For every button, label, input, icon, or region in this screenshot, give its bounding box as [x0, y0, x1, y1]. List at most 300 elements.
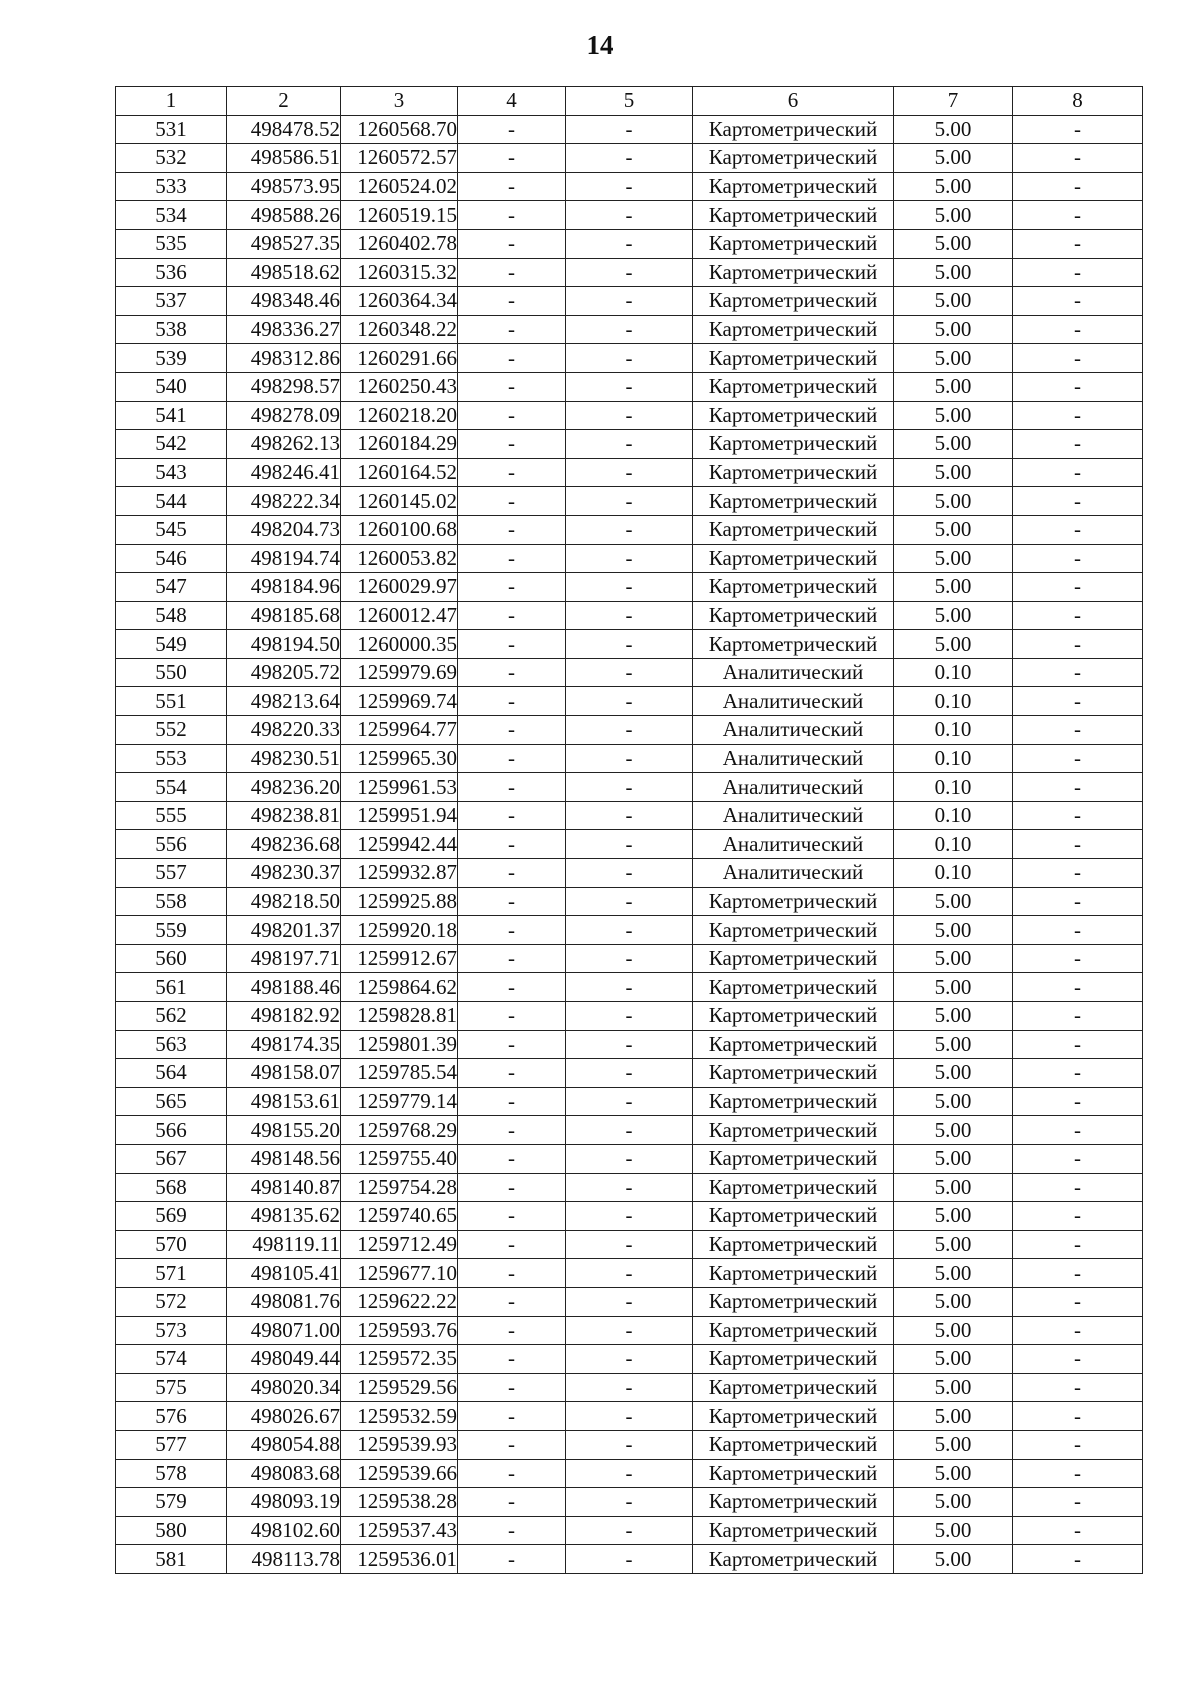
cell-col5: -: [566, 1316, 693, 1345]
table-row: [116, 1316, 1143, 1345]
cell-col8: -: [1013, 372, 1143, 401]
coord-y: 1260519.15: [341, 201, 458, 230]
point-number: 568: [116, 1173, 227, 1202]
header-row: [116, 87, 1143, 116]
coord-x: 498119.11: [227, 1230, 341, 1259]
cell-col8: -: [1013, 1087, 1143, 1116]
coord-y: 1259964.77: [341, 716, 458, 745]
coord-y: 1260053.82: [341, 544, 458, 573]
cell-col8: -: [1013, 144, 1143, 173]
point-number: 575: [116, 1373, 227, 1402]
coord-y: 1259979.69: [341, 658, 458, 687]
table-row: [116, 859, 1143, 888]
table-row: [116, 1287, 1143, 1316]
coord-x: 498185.68: [227, 601, 341, 630]
coord-y: 1260218.20: [341, 401, 458, 430]
coord-x: 498230.37: [227, 859, 341, 888]
point-number: 569: [116, 1202, 227, 1231]
column-header: 6: [693, 87, 894, 116]
cell-col8: -: [1013, 1488, 1143, 1517]
coord-x: 498588.26: [227, 201, 341, 230]
cell-col4: -: [458, 430, 566, 459]
precision-cell: 5.00: [894, 1030, 1013, 1059]
coord-x: 498158.07: [227, 1059, 341, 1088]
table-row: [116, 229, 1143, 258]
cell-col8: -: [1013, 1059, 1143, 1088]
coord-y: 1259754.28: [341, 1173, 458, 1202]
cell-col5: -: [566, 1230, 693, 1259]
point-number: 577: [116, 1430, 227, 1459]
cell-col4: -: [458, 744, 566, 773]
cell-col4: -: [458, 1373, 566, 1402]
coord-x: 498026.67: [227, 1402, 341, 1431]
table-row: [116, 544, 1143, 573]
table-row: [116, 630, 1143, 659]
method-cell: Картометрический: [693, 1287, 894, 1316]
coord-y: 1259942.44: [341, 830, 458, 859]
table-row: [116, 944, 1143, 973]
precision-cell: 5.00: [894, 1002, 1013, 1031]
precision-cell: 0.10: [894, 859, 1013, 888]
cell-col8: -: [1013, 1230, 1143, 1259]
coord-x: 498049.44: [227, 1345, 341, 1374]
coord-x: 498573.95: [227, 172, 341, 201]
table-row: [116, 1030, 1143, 1059]
table-row: [116, 487, 1143, 516]
point-number: 537: [116, 287, 227, 316]
precision-cell: 5.00: [894, 887, 1013, 916]
coord-y: 1259969.74: [341, 687, 458, 716]
cell-col8: -: [1013, 801, 1143, 830]
coord-y: 1259951.94: [341, 801, 458, 830]
precision-cell: 0.10: [894, 773, 1013, 802]
precision-cell: 5.00: [894, 1488, 1013, 1517]
cell-col5: -: [566, 573, 693, 602]
method-cell: Аналитический: [693, 801, 894, 830]
precision-cell: 5.00: [894, 372, 1013, 401]
method-cell: Картометрический: [693, 544, 894, 573]
method-cell: Картометрический: [693, 287, 894, 316]
point-number: 579: [116, 1488, 227, 1517]
cell-col5: -: [566, 1259, 693, 1288]
coord-x: 498218.50: [227, 887, 341, 916]
column-header: 4: [458, 87, 566, 116]
method-cell: Картометрический: [693, 601, 894, 630]
point-number: 531: [116, 115, 227, 144]
method-cell: Аналитический: [693, 716, 894, 745]
cell-col8: -: [1013, 401, 1143, 430]
cell-col5: -: [566, 801, 693, 830]
coord-y: 1259740.65: [341, 1202, 458, 1231]
cell-col8: -: [1013, 458, 1143, 487]
point-number: 559: [116, 916, 227, 945]
cell-col4: -: [458, 458, 566, 487]
method-cell: Картометрический: [693, 1402, 894, 1431]
cell-col8: -: [1013, 830, 1143, 859]
method-cell: Картометрический: [693, 1230, 894, 1259]
cell-col8: -: [1013, 630, 1143, 659]
point-number: 540: [116, 372, 227, 401]
cell-col8: -: [1013, 887, 1143, 916]
coord-x: 498278.09: [227, 401, 341, 430]
cell-col5: -: [566, 1059, 693, 1088]
cell-col4: -: [458, 1059, 566, 1088]
coord-y: 1259828.81: [341, 1002, 458, 1031]
table-row: [116, 658, 1143, 687]
point-number: 580: [116, 1516, 227, 1545]
method-cell: Картометрический: [693, 1488, 894, 1517]
coord-x: 498182.92: [227, 1002, 341, 1031]
coord-y: 1260012.47: [341, 601, 458, 630]
method-cell: Картометрический: [693, 372, 894, 401]
cell-col5: -: [566, 1002, 693, 1031]
precision-cell: 5.00: [894, 287, 1013, 316]
method-cell: Картометрический: [693, 344, 894, 373]
coord-y: 1259961.53: [341, 773, 458, 802]
point-number: 553: [116, 744, 227, 773]
precision-cell: 5.00: [894, 1059, 1013, 1088]
coord-x: 498336.27: [227, 315, 341, 344]
coord-x: 498105.41: [227, 1259, 341, 1288]
method-cell: Картометрический: [693, 1430, 894, 1459]
cell-col4: -: [458, 830, 566, 859]
precision-cell: 5.00: [894, 1402, 1013, 1431]
cell-col8: -: [1013, 1144, 1143, 1173]
coord-y: 1260402.78: [341, 229, 458, 258]
column-header: 1: [116, 87, 227, 116]
cell-col8: -: [1013, 687, 1143, 716]
cell-col5: -: [566, 830, 693, 859]
method-cell: Картометрический: [693, 144, 894, 173]
cell-col4: -: [458, 487, 566, 516]
table-row: [116, 1345, 1143, 1374]
coord-y: 1259572.35: [341, 1345, 458, 1374]
page-number: 14: [586, 30, 614, 60]
cell-col4: -: [458, 1230, 566, 1259]
coord-x: 498113.78: [227, 1545, 341, 1574]
method-cell: Картометрический: [693, 430, 894, 459]
precision-cell: 5.00: [894, 601, 1013, 630]
cell-col5: -: [566, 172, 693, 201]
column-header: 5: [566, 87, 693, 116]
point-number: 543: [116, 458, 227, 487]
cell-col5: -: [566, 372, 693, 401]
coord-y: 1259801.39: [341, 1030, 458, 1059]
cell-col5: -: [566, 1430, 693, 1459]
table-row: [116, 1259, 1143, 1288]
method-cell: Картометрический: [693, 973, 894, 1002]
precision-cell: 0.10: [894, 801, 1013, 830]
cell-col4: -: [458, 115, 566, 144]
coord-y: 1259768.29: [341, 1116, 458, 1145]
method-cell: Картометрический: [693, 1087, 894, 1116]
coord-y: 1260100.68: [341, 515, 458, 544]
method-cell: Картометрический: [693, 1030, 894, 1059]
coord-y: 1259965.30: [341, 744, 458, 773]
point-number: 558: [116, 887, 227, 916]
coord-x: 498213.64: [227, 687, 341, 716]
method-cell: Аналитический: [693, 687, 894, 716]
cell-col8: -: [1013, 944, 1143, 973]
coord-x: 498054.88: [227, 1430, 341, 1459]
cell-col5: -: [566, 1287, 693, 1316]
table-row: [116, 1373, 1143, 1402]
table-row: [116, 573, 1143, 602]
method-cell: Картометрический: [693, 315, 894, 344]
cell-col5: -: [566, 1488, 693, 1517]
precision-cell: 5.00: [894, 258, 1013, 287]
cell-col5: -: [566, 1545, 693, 1574]
coord-y: 1260315.32: [341, 258, 458, 287]
cell-col4: -: [458, 1545, 566, 1574]
cell-col4: -: [458, 601, 566, 630]
cell-col8: -: [1013, 859, 1143, 888]
cell-col4: -: [458, 1087, 566, 1116]
coord-y: 1259864.62: [341, 973, 458, 1002]
cell-col5: -: [566, 658, 693, 687]
precision-cell: 5.00: [894, 573, 1013, 602]
precision-cell: 0.10: [894, 830, 1013, 859]
coord-y: 1259593.76: [341, 1316, 458, 1345]
coord-x: 498312.86: [227, 344, 341, 373]
point-number: 547: [116, 573, 227, 602]
coord-x: 498102.60: [227, 1516, 341, 1545]
coord-y: 1259925.88: [341, 887, 458, 916]
cell-col8: -: [1013, 716, 1143, 745]
method-cell: Картометрический: [693, 1202, 894, 1231]
cell-col8: -: [1013, 1316, 1143, 1345]
point-number: 563: [116, 1030, 227, 1059]
cell-col4: -: [458, 287, 566, 316]
cell-col4: -: [458, 172, 566, 201]
table-row: [116, 1516, 1143, 1545]
cell-col4: -: [458, 859, 566, 888]
point-number: 573: [116, 1316, 227, 1345]
method-cell: Картометрический: [693, 916, 894, 945]
coord-x: 498093.19: [227, 1488, 341, 1517]
coord-x: 498222.34: [227, 487, 341, 516]
method-cell: Картометрический: [693, 1059, 894, 1088]
cell-col8: -: [1013, 1402, 1143, 1431]
method-cell: Аналитический: [693, 830, 894, 859]
cell-col8: -: [1013, 1116, 1143, 1145]
precision-cell: 5.00: [894, 1259, 1013, 1288]
precision-cell: 0.10: [894, 658, 1013, 687]
cell-col8: -: [1013, 430, 1143, 459]
cell-col4: -: [458, 573, 566, 602]
cell-col5: -: [566, 344, 693, 373]
table-row: [116, 916, 1143, 945]
precision-cell: 5.00: [894, 515, 1013, 544]
point-number: 534: [116, 201, 227, 230]
cell-col4: -: [458, 887, 566, 916]
precision-cell: 5.00: [894, 144, 1013, 173]
point-number: 581: [116, 1545, 227, 1574]
table-row: [116, 801, 1143, 830]
cell-col4: -: [458, 973, 566, 1002]
cell-col4: -: [458, 401, 566, 430]
table-row: [116, 830, 1143, 859]
coord-x: 498246.41: [227, 458, 341, 487]
cell-col5: -: [566, 1345, 693, 1374]
coord-y: 1260348.22: [341, 315, 458, 344]
coord-x: 498148.56: [227, 1144, 341, 1173]
point-number: 578: [116, 1459, 227, 1488]
coordinates-table: [115, 86, 1143, 1574]
table-row: [116, 687, 1143, 716]
table-row: [116, 258, 1143, 287]
precision-cell: 5.00: [894, 1459, 1013, 1488]
coord-x: 498188.46: [227, 973, 341, 1002]
cell-col5: -: [566, 1144, 693, 1173]
cell-col4: -: [458, 1488, 566, 1517]
table-row: [116, 1202, 1143, 1231]
cell-col4: -: [458, 1173, 566, 1202]
method-cell: Картометрический: [693, 1116, 894, 1145]
precision-cell: 5.00: [894, 1373, 1013, 1402]
coord-y: 1259539.66: [341, 1459, 458, 1488]
table-row: [116, 1144, 1143, 1173]
cell-col4: -: [458, 544, 566, 573]
precision-cell: 5.00: [894, 1202, 1013, 1231]
point-number: 576: [116, 1402, 227, 1431]
precision-cell: 5.00: [894, 172, 1013, 201]
cell-col8: -: [1013, 1259, 1143, 1288]
method-cell: Картометрический: [693, 630, 894, 659]
coord-y: 1260572.57: [341, 144, 458, 173]
cell-col4: -: [458, 916, 566, 945]
cell-col8: -: [1013, 287, 1143, 316]
method-cell: Аналитический: [693, 744, 894, 773]
cell-col4: -: [458, 315, 566, 344]
cell-col8: -: [1013, 1459, 1143, 1488]
cell-col8: -: [1013, 973, 1143, 1002]
method-cell: Картометрический: [693, 115, 894, 144]
point-number: 555: [116, 801, 227, 830]
method-cell: Картометрический: [693, 515, 894, 544]
table-row: [116, 1545, 1143, 1574]
cell-col4: -: [458, 1030, 566, 1059]
cell-col8: -: [1013, 1030, 1143, 1059]
coord-x: 498527.35: [227, 229, 341, 258]
method-cell: Картометрический: [693, 1373, 894, 1402]
point-number: 570: [116, 1230, 227, 1259]
precision-cell: 5.00: [894, 201, 1013, 230]
cell-col5: -: [566, 716, 693, 745]
cell-col4: -: [458, 801, 566, 830]
table-row: [116, 144, 1143, 173]
method-cell: Картометрический: [693, 1259, 894, 1288]
coord-y: 1259536.01: [341, 1545, 458, 1574]
coord-y: 1259532.59: [341, 1402, 458, 1431]
cell-col8: -: [1013, 258, 1143, 287]
cell-col8: -: [1013, 916, 1143, 945]
cell-col5: -: [566, 1173, 693, 1202]
cell-col4: -: [458, 1402, 566, 1431]
precision-cell: 5.00: [894, 315, 1013, 344]
table-row: [116, 601, 1143, 630]
cell-col4: -: [458, 1116, 566, 1145]
point-number: 565: [116, 1087, 227, 1116]
point-number: 552: [116, 716, 227, 745]
coord-y: 1259755.40: [341, 1144, 458, 1173]
table-row: [116, 887, 1143, 916]
point-number: 551: [116, 687, 227, 716]
point-number: 542: [116, 430, 227, 459]
precision-cell: 5.00: [894, 1144, 1013, 1173]
cell-col8: -: [1013, 1345, 1143, 1374]
coord-y: 1259622.22: [341, 1287, 458, 1316]
cell-col5: -: [566, 544, 693, 573]
cell-col4: -: [458, 1345, 566, 1374]
table-row: [116, 1430, 1143, 1459]
table-row: [116, 1173, 1143, 1202]
point-number: 550: [116, 658, 227, 687]
point-number: 556: [116, 830, 227, 859]
point-number: 539: [116, 344, 227, 373]
coord-x: 498140.87: [227, 1173, 341, 1202]
coord-x: 498236.68: [227, 830, 341, 859]
table-row: [116, 1488, 1143, 1517]
table-row: [116, 401, 1143, 430]
cell-col8: -: [1013, 1373, 1143, 1402]
cell-col5: -: [566, 744, 693, 773]
precision-cell: 5.00: [894, 1173, 1013, 1202]
method-cell: Картометрический: [693, 229, 894, 258]
cell-col4: -: [458, 229, 566, 258]
point-number: 554: [116, 773, 227, 802]
coord-y: 1260524.02: [341, 172, 458, 201]
table-row: [116, 973, 1143, 1002]
point-number: 560: [116, 944, 227, 973]
cell-col5: -: [566, 315, 693, 344]
coord-y: 1259538.28: [341, 1488, 458, 1517]
method-cell: Картометрический: [693, 1545, 894, 1574]
cell-col8: -: [1013, 487, 1143, 516]
table-row: [116, 344, 1143, 373]
cell-col5: -: [566, 458, 693, 487]
cell-col8: -: [1013, 229, 1143, 258]
precision-cell: 5.00: [894, 944, 1013, 973]
method-cell: Аналитический: [693, 859, 894, 888]
precision-cell: 5.00: [894, 1516, 1013, 1545]
cell-col5: -: [566, 859, 693, 888]
cell-col5: -: [566, 430, 693, 459]
cell-col5: -: [566, 201, 693, 230]
point-number: 546: [116, 544, 227, 573]
point-number: 564: [116, 1059, 227, 1088]
coord-x: 498135.62: [227, 1202, 341, 1231]
coord-y: 1260184.29: [341, 430, 458, 459]
precision-cell: 5.00: [894, 344, 1013, 373]
method-cell: Картометрический: [693, 1173, 894, 1202]
point-number: 536: [116, 258, 227, 287]
table-row: [116, 716, 1143, 745]
precision-cell: 5.00: [894, 630, 1013, 659]
precision-cell: 5.00: [894, 229, 1013, 258]
point-number: 548: [116, 601, 227, 630]
cell-col8: -: [1013, 744, 1143, 773]
coord-y: 1260164.52: [341, 458, 458, 487]
cell-col4: -: [458, 515, 566, 544]
cell-col8: -: [1013, 544, 1143, 573]
cell-col8: -: [1013, 1516, 1143, 1545]
method-cell: Картометрический: [693, 944, 894, 973]
cell-col5: -: [566, 229, 693, 258]
cell-col5: -: [566, 115, 693, 144]
coord-x: 498478.52: [227, 115, 341, 144]
cell-col4: -: [458, 716, 566, 745]
